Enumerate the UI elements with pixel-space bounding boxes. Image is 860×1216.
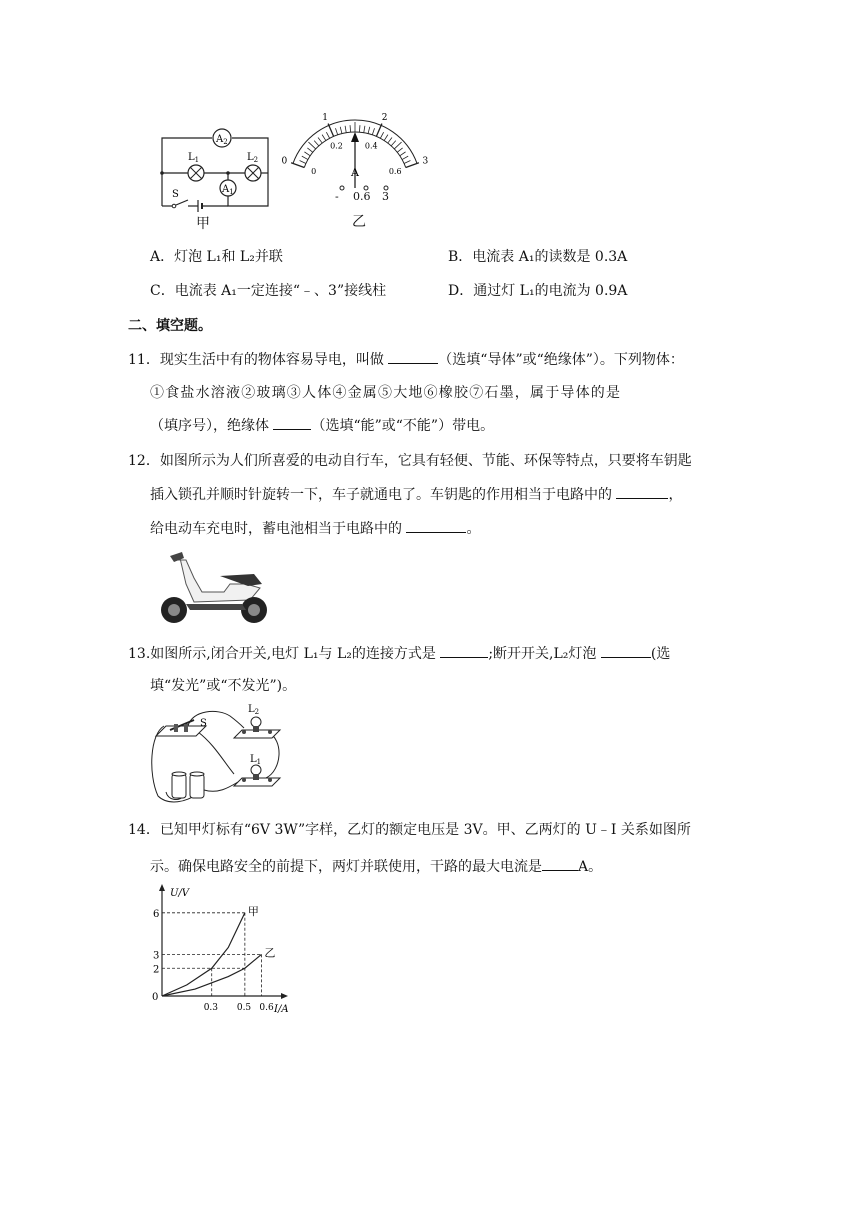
option-d[interactable]: D．通过灯 L₁的电流为 0.9A bbox=[448, 283, 628, 299]
q11-text-a: 11．现实生活中有的物体容易导电，叫做 bbox=[128, 352, 384, 368]
q11-line2: ①食盐水溶液②玻璃③人体④金属⑤大地⑥橡胶⑦石墨，属于导体的是 bbox=[150, 385, 622, 401]
dial-inner-tick-label: 0 bbox=[311, 166, 317, 176]
terminal-3: 3 bbox=[382, 190, 389, 203]
series-label: 甲 bbox=[247, 904, 259, 918]
y-tick-label: 3 bbox=[153, 950, 160, 962]
dial-outer-tick-label: 3 bbox=[422, 156, 429, 167]
y-axis-label: U/V bbox=[170, 888, 190, 899]
q11-text-d: （选填“能”或“不能”）带电。 bbox=[311, 418, 495, 434]
electric-scooter-image bbox=[150, 548, 278, 628]
q11-line1 bbox=[128, 349, 684, 370]
q14-line2 bbox=[150, 856, 602, 877]
circuit-diagram-jia bbox=[150, 118, 280, 230]
q12-line2 bbox=[150, 484, 682, 505]
origin-label: 0 bbox=[152, 992, 159, 1003]
x-axis-label: I/A bbox=[274, 1004, 289, 1014]
switch-label: S bbox=[172, 189, 179, 200]
q11-line3 bbox=[150, 415, 494, 436]
option-b[interactable]: B．电流表 A₁的读数是 0.3A bbox=[448, 249, 628, 265]
q13-blank-1[interactable] bbox=[440, 643, 488, 658]
x-tick-label: 0.5 bbox=[236, 1003, 252, 1013]
q14-blank-1[interactable] bbox=[542, 856, 578, 871]
q11-text-c: （填序号），绝缘体 bbox=[150, 418, 269, 434]
physical-circuit-figure bbox=[148, 704, 288, 808]
q11-blank-1[interactable] bbox=[388, 349, 438, 364]
option-c[interactable]: C．电流表 A₁一定连接“﹣、3”接线柱 bbox=[150, 283, 387, 299]
dial-inner-tick-label: 0.2 bbox=[330, 141, 343, 151]
q14-text-b: A。 bbox=[578, 859, 603, 875]
dial-outer-tick-label: 1 bbox=[322, 113, 329, 124]
q13-line1 bbox=[128, 643, 670, 664]
q12-blank-2[interactable] bbox=[406, 518, 466, 533]
q11-blank-2[interactable] bbox=[273, 415, 311, 430]
lamp2-label: $L_2$ bbox=[247, 152, 259, 164]
ui-chart bbox=[148, 884, 293, 1014]
q12-line1: 12．如图所示为人们所喜爱的电动自行车，它具有轻便、节能、环保等特点，只要将车钥匙 bbox=[128, 453, 692, 469]
q13-blank-2[interactable] bbox=[601, 643, 651, 658]
q14-text-a: 示。确保电路安全的前提下，两灯并联使用，干路的最大电流是 bbox=[150, 859, 542, 875]
terminal-minus: - bbox=[335, 190, 339, 203]
dial-inner-tick-label: 0.4 bbox=[364, 141, 378, 151]
ammeter1-label: $A_1$ bbox=[222, 184, 234, 196]
q14-line1: 14．已知甲灯标有“6V 3W”字样，乙灯的额定电压是 3V。甲、乙两灯的 U﹣I 关系如图所 bbox=[128, 822, 691, 838]
section-title: 二、填空题。 bbox=[128, 318, 212, 334]
q12-text-d: 。 bbox=[466, 521, 481, 537]
q12-text-a: 插入锁孔并顺时针旋转一下，车子就通电了。车钥匙的作用相当于电路中的 bbox=[150, 487, 612, 503]
dial-outer-tick-label: 2 bbox=[381, 113, 388, 124]
q13-text-c: (选 bbox=[650, 646, 671, 662]
meter-label-yi: 乙 bbox=[352, 214, 366, 230]
q13-text-b: ;断开开关,L₂灯泡 bbox=[488, 646, 597, 662]
dial-inner-tick-label: 0.6 bbox=[388, 166, 402, 176]
q12-line3 bbox=[150, 518, 480, 539]
fig-switch-label: S bbox=[200, 718, 207, 729]
y-tick-label: 2 bbox=[153, 964, 160, 976]
y-tick-label: 6 bbox=[153, 908, 160, 920]
q12-blank-1[interactable] bbox=[616, 484, 668, 499]
ammeter2-label: $A_2$ bbox=[216, 134, 228, 146]
series-label: 乙 bbox=[264, 946, 276, 960]
q13-line2: 填“发光”或“不发光”)。 bbox=[150, 678, 297, 694]
terminal-06: 0.6 bbox=[353, 190, 371, 203]
x-tick-label: 0.3 bbox=[203, 1003, 219, 1013]
x-tick-label: 0.6 bbox=[259, 1003, 274, 1013]
q11-text-b: （选填“导体”或“绝缘体”）。下列物体： bbox=[438, 352, 684, 368]
q12-text-b: ， bbox=[668, 487, 683, 503]
q13-text-a: 13.如图所示,闭合开关,电灯 L₁与 L₂的连接方式是 bbox=[128, 646, 436, 662]
lamp1-label: $L_1$ bbox=[188, 152, 200, 164]
circuit-label-jia: 甲 bbox=[196, 216, 210, 232]
dial-outer-tick-label: 0 bbox=[281, 156, 288, 167]
fig-lamp2-label: $L_2$ bbox=[248, 704, 260, 716]
option-a[interactable]: A．灯泡 L₁和 L₂并联 bbox=[150, 249, 283, 265]
dial-unit: A bbox=[351, 166, 359, 179]
q12-text-c: 给电动车充电时，蓄电池相当于电路中的 bbox=[150, 521, 402, 537]
fig-lamp1-label: $L_1$ bbox=[250, 754, 262, 766]
